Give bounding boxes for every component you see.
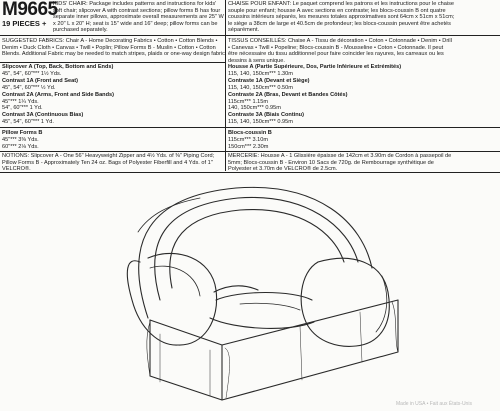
yardage-heading: Contrast 1A (Front and Seat): [2, 77, 78, 84]
description-line: le siège a 38cm de large et 40.5cm de profondeur; les blocs-coussin peuvent être achetés: [228, 20, 451, 27]
tissus-line: dessins à sens unique.: [228, 58, 285, 65]
metrage-heading: Contraste 3A (Biais Continu): [228, 112, 304, 119]
fabrics-line: Denim • Duck Cloth • Canvas • Twill • Poplin; Pillow Forms B - Muslin • Cotton • Cotton: [2, 44, 216, 51]
description-line: coussins intérieurs séparés, les mesures totales approximatives sont 64cm x 51cm x 51cm;: [228, 14, 455, 21]
mercerie-line: 5mm; Blocs-coussin B - Environ 10 Sacs de 720g. de Rembourrage synthétique de: [228, 159, 434, 166]
description-line: soft chair; slipcover A with contrast sections; pillow forms B has four: [53, 7, 221, 14]
metrage-value: 115, 140, 150cm*** 0.50m: [228, 84, 293, 91]
yardage-value: 45", 54", 60"*** 1½ Yds.: [2, 70, 62, 77]
description-line: souple pour enfant; housse A avec sections en contraste; les blocs-coussin B ont quatre: [228, 7, 446, 14]
description-line: separate inner pillows, approximate overall measurements are 25" W: [53, 14, 224, 21]
metrage-heading: Blocs-coussin B: [228, 130, 272, 136]
metrage-value: 150cm*** 2.30m: [228, 143, 269, 150]
footer-text: Made in USA • Fait aux États-Unis: [396, 401, 472, 407]
metrage-value: 115cm*** 3.10m: [228, 136, 269, 143]
notions-line: Pillow Forms B - Approximately Ten 24 oz. Bags of Polyester Fiberfill and 4 Yds. of 1": [2, 159, 213, 166]
mercerie-line: MERCERIE: Housse A - 1 Glissière épaisse de 142cm et 3.90m de Cordon à passepoil de: [228, 153, 452, 159]
yardage-value: 45", 54", 60"*** 1 Yd.: [2, 119, 54, 126]
metrage-heading: Contraste 1A (Devant et Siège): [228, 77, 310, 84]
description-line: x 20" L x 20" H; seat is 15" wide and 16" deep; pillow forms can be: [53, 20, 218, 27]
tissus-line: être nécessaire du tissu additionnel pour faire coincider les rayures, les carreaux ou les: [228, 51, 444, 58]
pieces-count: 19 PIECES +: [2, 19, 47, 28]
yardage-value: 45"*** 1¼ Yds.: [2, 98, 39, 105]
yardage-value: 60"*** 2⅛ Yds.: [2, 143, 39, 150]
metrage-value: 115cm*** 1.15m: [228, 98, 269, 105]
fabrics-line: SUGGESTED FABRICS: Chair A - Home Decorating Fabrics • Cotton • Cotton Blends •: [2, 38, 218, 44]
fabrics-line: Blends. Additional Fabric may be needed to match stripes, plaids or one-way design fabric.: [2, 51, 227, 58]
description-line: purchased separately.: [53, 27, 108, 34]
yardage-heading: Contrast 2A (Arms, Front and Side Bands): [2, 91, 114, 98]
metrage-heading: Contraste 2A (Bras, Devant et Bandes Côtés): [228, 91, 348, 98]
tissus-line: TISSUS CONSEILLÉS: Chaise A - Tissu de décoration • Coton • Cotonnade • Denim • Drill: [228, 38, 452, 44]
pattern-number: M9665: [2, 0, 58, 20]
description-line: séparément.: [228, 27, 260, 34]
tissus-line: • Canevas • Twill • Popeline; Blocs-coussin B - Mousseline • Coton • Cotonnade. Il peut: [228, 44, 444, 51]
yardage-heading: Contrast 3A (Continuous Bias): [2, 112, 84, 119]
metrage-value: 115, 140, 150cm*** 1.30m: [228, 70, 293, 77]
metrage-value: 140, 150cm*** 0.95m: [228, 105, 281, 112]
description-line: CHAISE POUR ENFANT: Le paquet comprend les patrons et les instructions pour le chaise: [228, 1, 455, 7]
yardage-heading: Slipcover A (Top, Back, Bottom and Ends): [2, 64, 114, 70]
yardage-value: 45"*** 3⅜ Yds.: [2, 136, 39, 143]
metrage-heading: Housse A (Partie Supérieure, Dos, Partie Inférieure et Extrémités): [228, 64, 402, 70]
notions-line: NOTIONS: Slipcover A - One 56" Heavyweight Zipper and 4½ Yds. of ⅜" Piping Cord;: [2, 153, 215, 159]
metrage-value: 115, 140, 150cm*** 0.95m: [228, 119, 293, 126]
description-line: KIDS' CHAIR: Package includes patterns and instructions for kids': [53, 1, 217, 7]
yardage-value: 54", 60"*** 1 Yd.: [2, 105, 43, 112]
mercerie-line: Polyester et 3.70m de VELCRO® de 2.5cm.: [228, 166, 338, 173]
yardage-heading: Pillow Forms B: [2, 130, 43, 136]
yardage-value: 45", 54", 60"*** ½ Yd.: [2, 84, 56, 91]
notions-line: VELCRO®.: [2, 166, 31, 173]
